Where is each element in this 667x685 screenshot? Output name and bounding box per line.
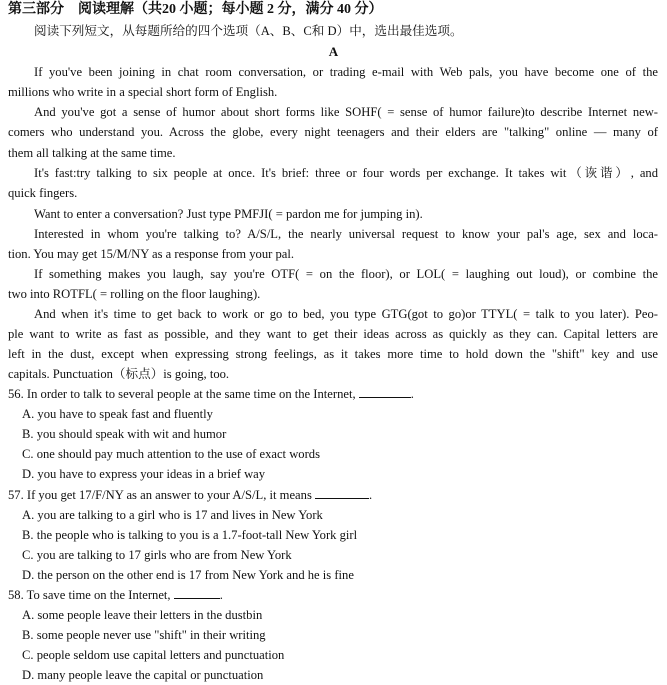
passage-line: two into ROTFL( = rolling on the floor laughing). bbox=[8, 287, 261, 301]
passage-line: And when it's time to get back to work or go to bed, you type GTG(got to go)or TTYL( = talk to you later). Peo- bbox=[34, 307, 658, 321]
option-56-c: C. one should pay much attention to the use of exact words bbox=[22, 447, 320, 461]
instruction-text: 阅读下列短文，从每题所给的四个选项（A、B、C和 D）中，选出最佳选项。 bbox=[34, 24, 463, 38]
passage-line: quick fingers. bbox=[8, 186, 78, 200]
option-56-b: B. you should speak with wit and humor bbox=[22, 427, 227, 441]
passage-line: If you've been joining in chat room conversation, or trading e-mail with Web pals, you have become one of the bbox=[34, 65, 658, 79]
answer-blank bbox=[315, 486, 369, 499]
passage-line: It's fast:try talking to six people at once. It's brief: three or four words per exchange. It takes wit（诙谐）, and bbox=[34, 166, 658, 180]
option-57-b: B. the people who is talking to you is a 1.7-foot-tall New York girl bbox=[22, 528, 358, 542]
question-56 bbox=[8, 384, 414, 404]
question-58 bbox=[8, 585, 223, 605]
passage-line: And you've got a sense of humor about short forms like SOHF( = sense of humor failure)to describe Internet new- bbox=[34, 105, 658, 119]
question-end: . bbox=[410, 387, 414, 401]
passage-line: ple want to write as fast as possible, and they want to get their ideas across as quickly as they can. Capital letters are bbox=[8, 327, 658, 341]
option-57-d: D. the person on the other end is 17 from New York and he is fine bbox=[22, 568, 354, 582]
question-end: . bbox=[219, 588, 223, 602]
passage-line: millions who write in a special short form of English. bbox=[8, 85, 278, 99]
option-57-a: A. you are talking to a girl who is 17 and lives in New York bbox=[22, 508, 323, 522]
option-57-c: C. you are talking to 17 girls who are from New York bbox=[22, 548, 292, 562]
option-58-b: B. some people never use "shift" in their writing bbox=[22, 628, 266, 642]
answer-blank bbox=[359, 385, 411, 398]
passage-line: If something makes you laugh, say you're OTF( = on the floor), or LOL( = laughing out loud), or combine the bbox=[34, 267, 658, 281]
passage-line: comers who understand you. Across the globe, every night teenagers and their elders are "talking" online — many of bbox=[8, 125, 658, 139]
passage-letter: A bbox=[328, 44, 339, 59]
passage-line: Want to enter a conversation? Just type PMFJI( = pardon me for jumping in). bbox=[34, 207, 423, 221]
passage-line: left in the dust, except when expressing strong feelings, as it takes more time to hold down the "shift" key and use bbox=[8, 347, 658, 361]
passage-line: them all talking at the same time. bbox=[8, 146, 176, 160]
question-57 bbox=[8, 485, 372, 505]
question-stem: 57. If you get 17/F/NY as an answer to your A/S/L, it means bbox=[8, 488, 312, 502]
option-58-c: C. people seldom use capital letters and punctuation bbox=[22, 648, 285, 662]
answer-blank bbox=[174, 586, 220, 599]
question-stem: 56. In order to talk to several people at the same time on the Internet, bbox=[8, 387, 356, 401]
section-header: 第三部分 阅读理解（共20 小题；每小题 2 分，满分 40 分） bbox=[8, 2, 383, 17]
option-58-a: A. some people leave their letters in the dustbin bbox=[22, 608, 263, 622]
passage-line: Interested in whom you're talking to? A/S/L, the nearly universal request to know your pal's age, sex and loca- bbox=[34, 227, 658, 241]
option-56-d: D. you have to express your ideas in a brief way bbox=[22, 467, 266, 481]
question-end: . bbox=[369, 488, 373, 502]
question-stem: 58. To save time on the Internet, bbox=[8, 588, 171, 602]
passage-line: capitals. Punctuation（标点）is going, too. bbox=[8, 367, 230, 381]
option-58-d: D. many people leave the capital or punctuation bbox=[22, 668, 264, 682]
option-56-a: A. you have to speak fast and fluently bbox=[22, 407, 213, 421]
passage-line: tion. You may get 15/M/NY as a response from your pal. bbox=[8, 247, 295, 261]
